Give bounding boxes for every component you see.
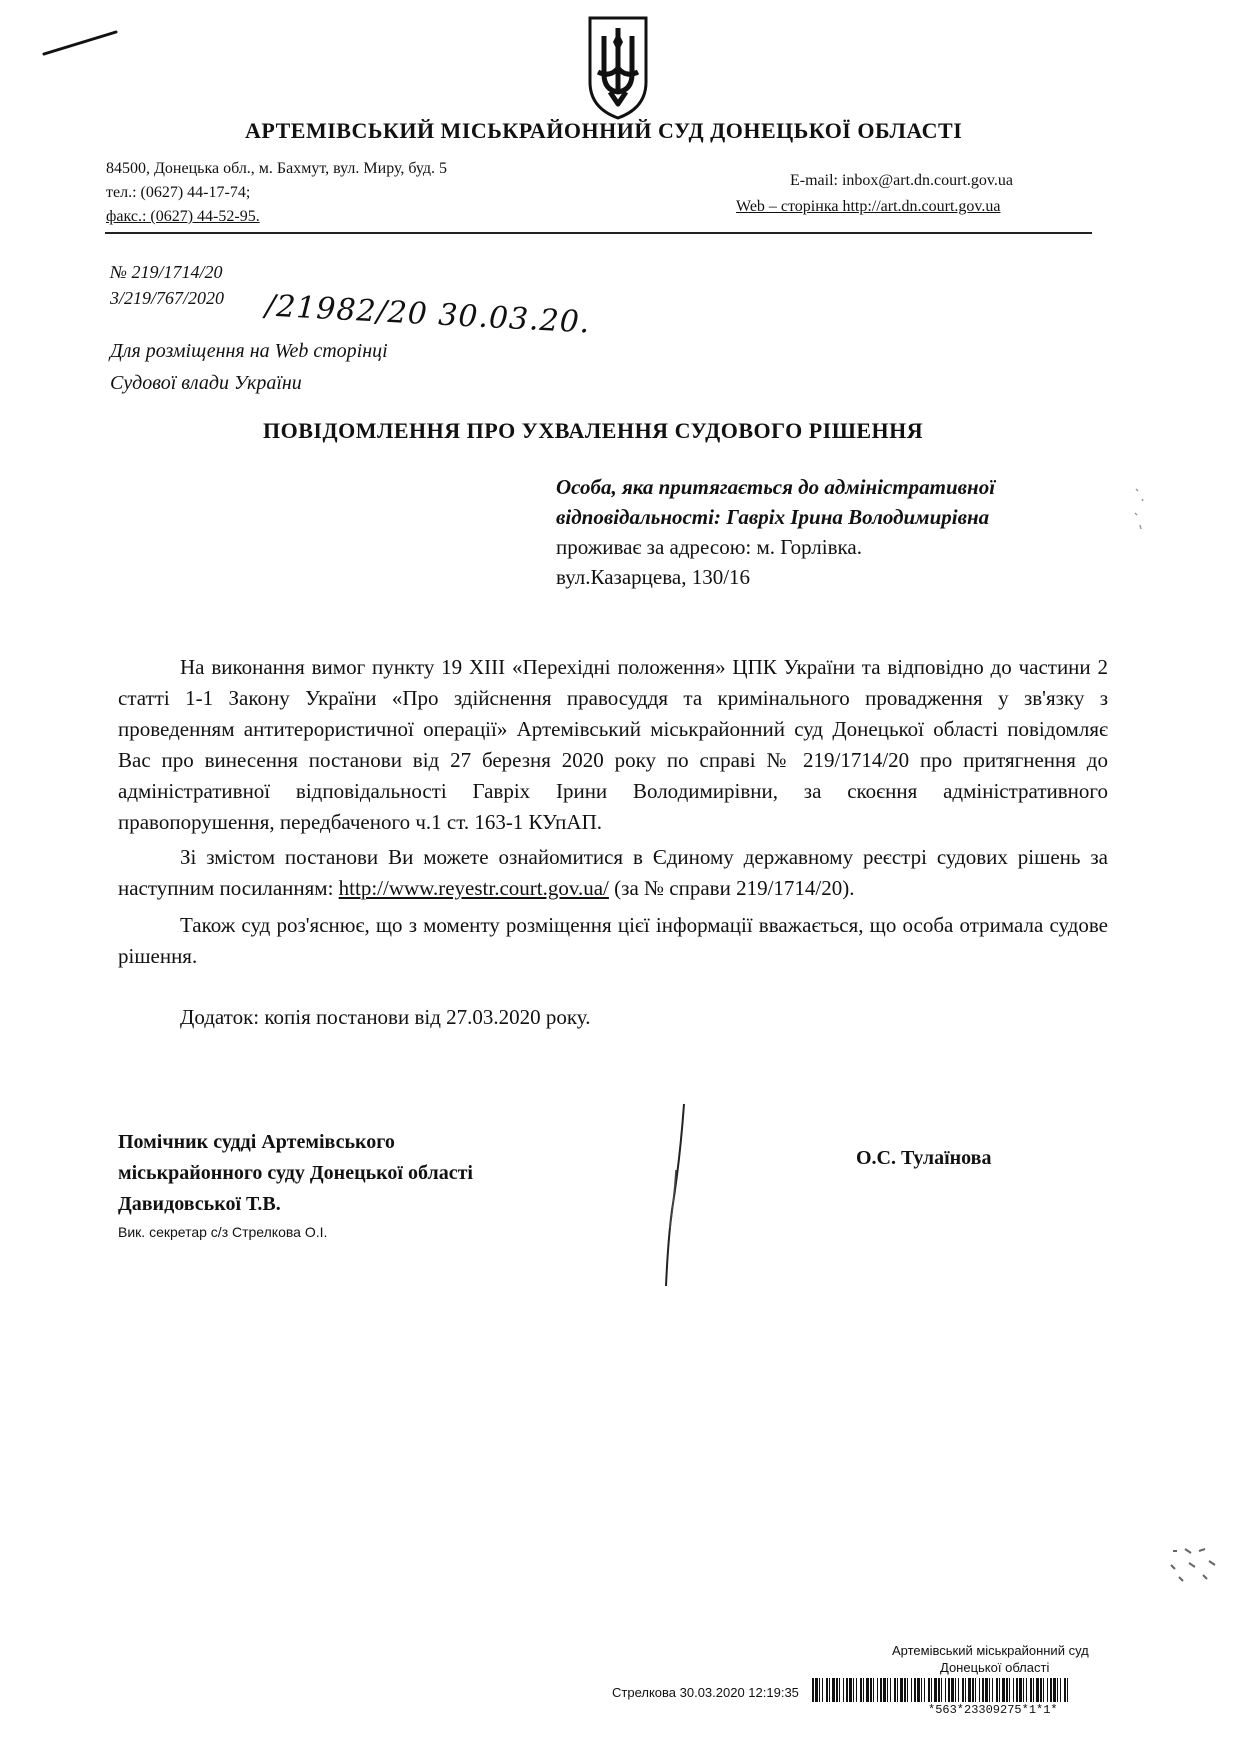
barcode-bar bbox=[1006, 1678, 1008, 1702]
paragraph-2-case-ref: (за № справи 219/1714/20). bbox=[608, 876, 855, 900]
barcode-bar bbox=[839, 1678, 840, 1702]
pen-mark bbox=[40, 28, 120, 58]
barcode-bar bbox=[951, 1678, 954, 1702]
barcode-bar bbox=[880, 1678, 882, 1702]
barcode-bar bbox=[1019, 1678, 1022, 1702]
barcode-bar bbox=[1033, 1678, 1034, 1702]
barcode-bar bbox=[1030, 1678, 1032, 1702]
barcode-bar bbox=[822, 1678, 823, 1702]
barcode-bar bbox=[863, 1678, 864, 1702]
barcode-bar bbox=[914, 1678, 916, 1702]
barcode-bar bbox=[1064, 1678, 1066, 1702]
barcode-bar bbox=[958, 1678, 959, 1702]
barcode-bar bbox=[996, 1678, 998, 1702]
barcode-bar bbox=[1050, 1678, 1052, 1702]
barcode-bar bbox=[904, 1678, 906, 1702]
addressee-line-3: проживає за адресою: м. Горлівка. bbox=[556, 535, 862, 559]
body-paragraph-3: Також суд роз'яснює, що з моменту розміщення цієї інформації вважається, що особа отримала судове рішення. bbox=[118, 913, 1108, 968]
barcode-bar bbox=[982, 1678, 984, 1702]
barcode-bar bbox=[1026, 1678, 1027, 1702]
addressee-line-4: вул.Казарцева, 130/16 bbox=[556, 565, 751, 589]
stamp-registration: Стрелкова 30.03.2020 12:19:35 bbox=[612, 1685, 799, 1700]
barcode-bar bbox=[992, 1678, 993, 1702]
barcode-bar bbox=[832, 1678, 835, 1702]
court-fax: факс.: (0627) 44-52-95. bbox=[106, 208, 260, 225]
barcode-bar bbox=[968, 1678, 971, 1702]
barcode-bar bbox=[1043, 1678, 1044, 1702]
barcode-bar bbox=[948, 1678, 950, 1702]
header-divider bbox=[105, 232, 1092, 234]
barcode-bar bbox=[924, 1678, 925, 1702]
barcode-bar bbox=[965, 1678, 966, 1702]
barcode-bar bbox=[1036, 1678, 1039, 1702]
barcode-bar bbox=[1060, 1678, 1061, 1702]
position-line-2: міськрайонного суду Донецької області bbox=[118, 1162, 473, 1184]
barcode-bar bbox=[1057, 1678, 1058, 1702]
barcode-number: *563*23309275*1*1* bbox=[928, 1703, 1058, 1717]
barcode-bar bbox=[945, 1678, 946, 1702]
barcode-bar bbox=[897, 1678, 898, 1702]
case-number: № 219/1714/20 bbox=[110, 262, 223, 282]
outgoing-number: 3/219/767/2020 bbox=[110, 288, 225, 308]
coat-of-arms-emblem bbox=[580, 12, 656, 122]
position-line-3: Давидовської Т.В. bbox=[118, 1193, 281, 1215]
addressee-line-1: Особа, яка притягається до адміністративної bbox=[556, 475, 996, 499]
barcode-bar bbox=[972, 1678, 974, 1702]
barcode-bar bbox=[836, 1678, 838, 1702]
barcode-bar bbox=[866, 1678, 869, 1702]
stamp-region: Донецької області bbox=[940, 1660, 1050, 1675]
barcode-bar bbox=[900, 1678, 903, 1702]
signature-position bbox=[118, 1127, 473, 1220]
court-address: 84500, Донецька обл., м. Бахмут, вул. Миру, буд. 5 bbox=[106, 160, 448, 177]
barcode-bar bbox=[894, 1678, 896, 1702]
barcode-bar bbox=[1040, 1678, 1042, 1702]
barcode-bar bbox=[853, 1678, 854, 1702]
barcode-bar bbox=[921, 1678, 922, 1702]
barcode-bar bbox=[860, 1678, 862, 1702]
barcode-bar bbox=[826, 1678, 828, 1702]
barcode-bar bbox=[938, 1678, 940, 1702]
body-paragraph-2 bbox=[118, 842, 1108, 904]
court-name: АРТЕМІВСЬКИЙ МІСЬКРАЙОННИЙ СУД ДОНЕЦЬКОЇ ОБЛАСТІ bbox=[245, 118, 963, 143]
barcode-bar bbox=[1002, 1678, 1005, 1702]
barcode-bar bbox=[846, 1678, 848, 1702]
barcode-bar bbox=[883, 1678, 886, 1702]
barcode-bar bbox=[1023, 1678, 1024, 1702]
court-email: E-mail: inbox@art.dn.court.gov.ua bbox=[790, 172, 1013, 189]
barcode-bar bbox=[955, 1678, 956, 1702]
barcode-bar bbox=[1009, 1678, 1010, 1702]
scan-noise bbox=[1165, 1545, 1225, 1585]
stamp-court-name: Артемівський міськрайонний суд bbox=[892, 1643, 1089, 1658]
registry-link[interactable]: http://www.reyestr.court.gov.ua/ bbox=[338, 876, 609, 900]
placement-line-2: Судової влади України bbox=[110, 372, 302, 394]
barcode-bar bbox=[873, 1678, 874, 1702]
signer-name: О.С. Тулаїнова bbox=[856, 1147, 992, 1169]
barcode-bar bbox=[887, 1678, 888, 1702]
body-text bbox=[118, 652, 1108, 1033]
barcode bbox=[812, 1678, 1070, 1702]
position-line-1: Помічник судді Артемівського bbox=[118, 1131, 395, 1153]
barcode-bar bbox=[985, 1678, 988, 1702]
barcode-bar bbox=[999, 1678, 1000, 1702]
barcode-bar bbox=[931, 1678, 932, 1702]
barcode-bar bbox=[907, 1678, 908, 1702]
barcode-bar bbox=[1016, 1678, 1018, 1702]
barcode-bar bbox=[1013, 1678, 1014, 1702]
barcode-bar bbox=[975, 1678, 976, 1702]
barcode-bar bbox=[870, 1678, 872, 1702]
addressee-line-2: відповідальності: Гавріх Ірина Володимирівна bbox=[556, 505, 990, 529]
barcode-bar bbox=[934, 1678, 937, 1702]
barcode-bar bbox=[962, 1678, 964, 1702]
barcode-bar bbox=[989, 1678, 990, 1702]
barcode-bar bbox=[856, 1678, 857, 1702]
scan-noise bbox=[1130, 485, 1150, 535]
barcode-bar bbox=[1067, 1678, 1068, 1702]
barcode-bar bbox=[877, 1678, 878, 1702]
attachment-note: Додаток: копія постанови від 27.03.2020 року. bbox=[180, 1005, 591, 1029]
barcode-bar bbox=[928, 1678, 930, 1702]
barcode-bar bbox=[812, 1678, 814, 1702]
court-phone: тел.: (0627) 44-17-74; bbox=[106, 184, 251, 201]
addressee-block bbox=[556, 472, 995, 592]
barcode-bar bbox=[911, 1678, 912, 1702]
barcode-bar bbox=[849, 1678, 852, 1702]
barcode-bar bbox=[890, 1678, 891, 1702]
secretary-note: Вик. секретар с/з Стрелкова О.І. bbox=[118, 1224, 328, 1240]
barcode-bar bbox=[979, 1678, 980, 1702]
barcode-bar bbox=[941, 1678, 942, 1702]
paragraph-2-text: Зі змістом постанови Ви можете ознайомитися в Єдиному державному реєстрі судових рішень за наступним посиланням: bbox=[118, 845, 1108, 900]
barcode-bar bbox=[815, 1678, 818, 1702]
barcode-bar bbox=[843, 1678, 844, 1702]
body-paragraph-1: На виконання вимог пункту 19 XIII «Перехідні положення» ЦПК України та відповідно до частини 2 статті 1-1 Закону України «Про здійснення правосуддя та кримінального провадження у зв'язку з проведенням антитерористичної операції» Артемівський міськрайонний суд Донецької області повідомляє Вас про винесення постанови від 27 березня 2020 року по справі № 219/1714/20 про притягнення до адміністративної відповідальності Гавріх Ірини Володимирівни, за скоєння адміністративного правопорушення, передбаченого ч.1 ст. 163-1 КУпАП. bbox=[118, 655, 1108, 834]
court-web: Web – сторінка http://art.dn.court.gov.ua bbox=[736, 198, 1001, 215]
barcode-bar bbox=[1053, 1678, 1056, 1702]
placement-line-1: Для розміщення на Web сторінці bbox=[110, 340, 388, 362]
barcode-bar bbox=[829, 1678, 830, 1702]
barcode-bar bbox=[1047, 1678, 1048, 1702]
barcode-bar bbox=[819, 1678, 820, 1702]
barcode-bar bbox=[917, 1678, 920, 1702]
handwritten-registration-note: /21982/20 30.03.20. bbox=[264, 288, 592, 341]
document-title: ПОВІДОМЛЕННЯ ПРО УХВАЛЕННЯ СУДОВОГО РІШЕННЯ bbox=[263, 418, 924, 443]
handwritten-signature bbox=[640, 1100, 700, 1290]
